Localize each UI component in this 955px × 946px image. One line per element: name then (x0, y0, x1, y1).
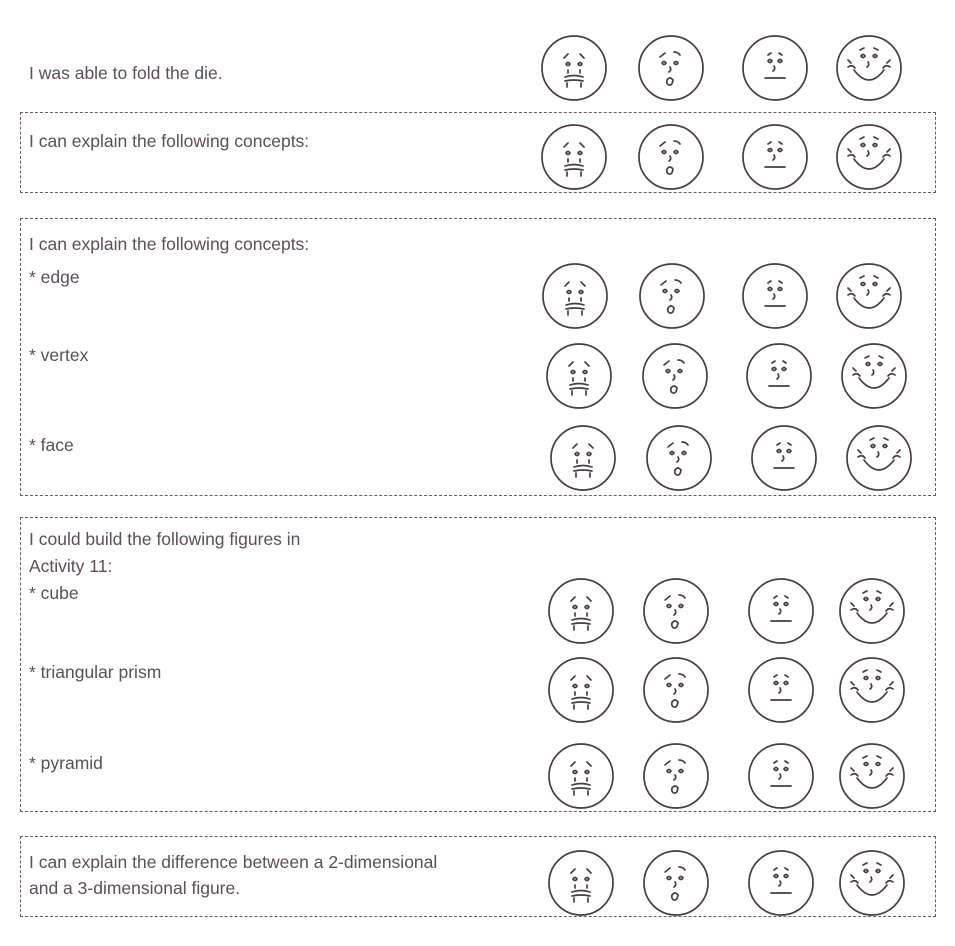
happy-face-icon[interactable] (834, 122, 904, 192)
happy-face-icon[interactable] (837, 655, 907, 725)
pyramid-item: * pyramid (29, 753, 103, 773)
confused-face-icon[interactable] (640, 341, 710, 411)
happy-face-icon[interactable] (834, 33, 904, 103)
neutral-face-icon[interactable] (746, 741, 816, 811)
happy-face-icon[interactable] (837, 848, 907, 918)
confused-face-icon[interactable] (641, 576, 711, 646)
neutral-face-icon[interactable] (740, 33, 810, 103)
happy-face-icon[interactable] (837, 741, 907, 811)
crying-face-icon[interactable] (546, 576, 616, 646)
happy-face-icon[interactable] (834, 261, 904, 331)
crying-face-icon[interactable] (546, 741, 616, 811)
happy-face-icon[interactable] (839, 341, 909, 411)
neutral-face-icon[interactable] (746, 848, 816, 918)
crying-face-icon[interactable] (539, 122, 609, 192)
confused-face-icon[interactable] (636, 122, 706, 192)
happy-face-icon[interactable] (844, 423, 914, 493)
difference-statement-line2: and a 3-dimensional figure. (29, 878, 241, 898)
neutral-face-icon[interactable] (740, 122, 810, 192)
confused-face-icon[interactable] (641, 848, 711, 918)
neutral-face-icon[interactable] (744, 341, 814, 411)
difference-statement-line1: I can explain the difference between a 2-dimensional (29, 852, 438, 872)
face-item: * face (29, 435, 74, 455)
explain-concepts-statement: I can explain the following concepts: (29, 131, 310, 151)
crying-face-icon[interactable] (544, 341, 614, 411)
confused-face-icon[interactable] (636, 33, 706, 103)
explain-concepts-heading: I can explain the following concepts: (29, 234, 310, 254)
crying-face-icon[interactable] (540, 261, 610, 331)
happy-face-icon[interactable] (837, 576, 907, 646)
vertex-item: * vertex (29, 345, 89, 365)
neutral-face-icon[interactable] (746, 655, 816, 725)
confused-face-icon[interactable] (637, 261, 707, 331)
neutral-face-icon[interactable] (749, 423, 819, 493)
crying-face-icon[interactable] (546, 655, 616, 725)
fold-die-statement: I was able to fold the die. (29, 63, 223, 83)
triangular-prism-item: * triangular prism (29, 662, 162, 682)
build-figures-heading-line2: Activity 11: (29, 556, 113, 576)
confused-face-icon[interactable] (644, 423, 714, 493)
crying-face-icon[interactable] (546, 848, 616, 918)
cube-item: * cube (29, 583, 79, 603)
confused-face-icon[interactable] (641, 741, 711, 811)
neutral-face-icon[interactable] (746, 576, 816, 646)
crying-face-icon[interactable] (539, 33, 609, 103)
build-figures-heading-line1: I could build the following figures in (29, 529, 301, 549)
neutral-face-icon[interactable] (740, 261, 810, 331)
edge-item: * edge (29, 267, 80, 287)
crying-face-icon[interactable] (548, 423, 618, 493)
confused-face-icon[interactable] (641, 655, 711, 725)
